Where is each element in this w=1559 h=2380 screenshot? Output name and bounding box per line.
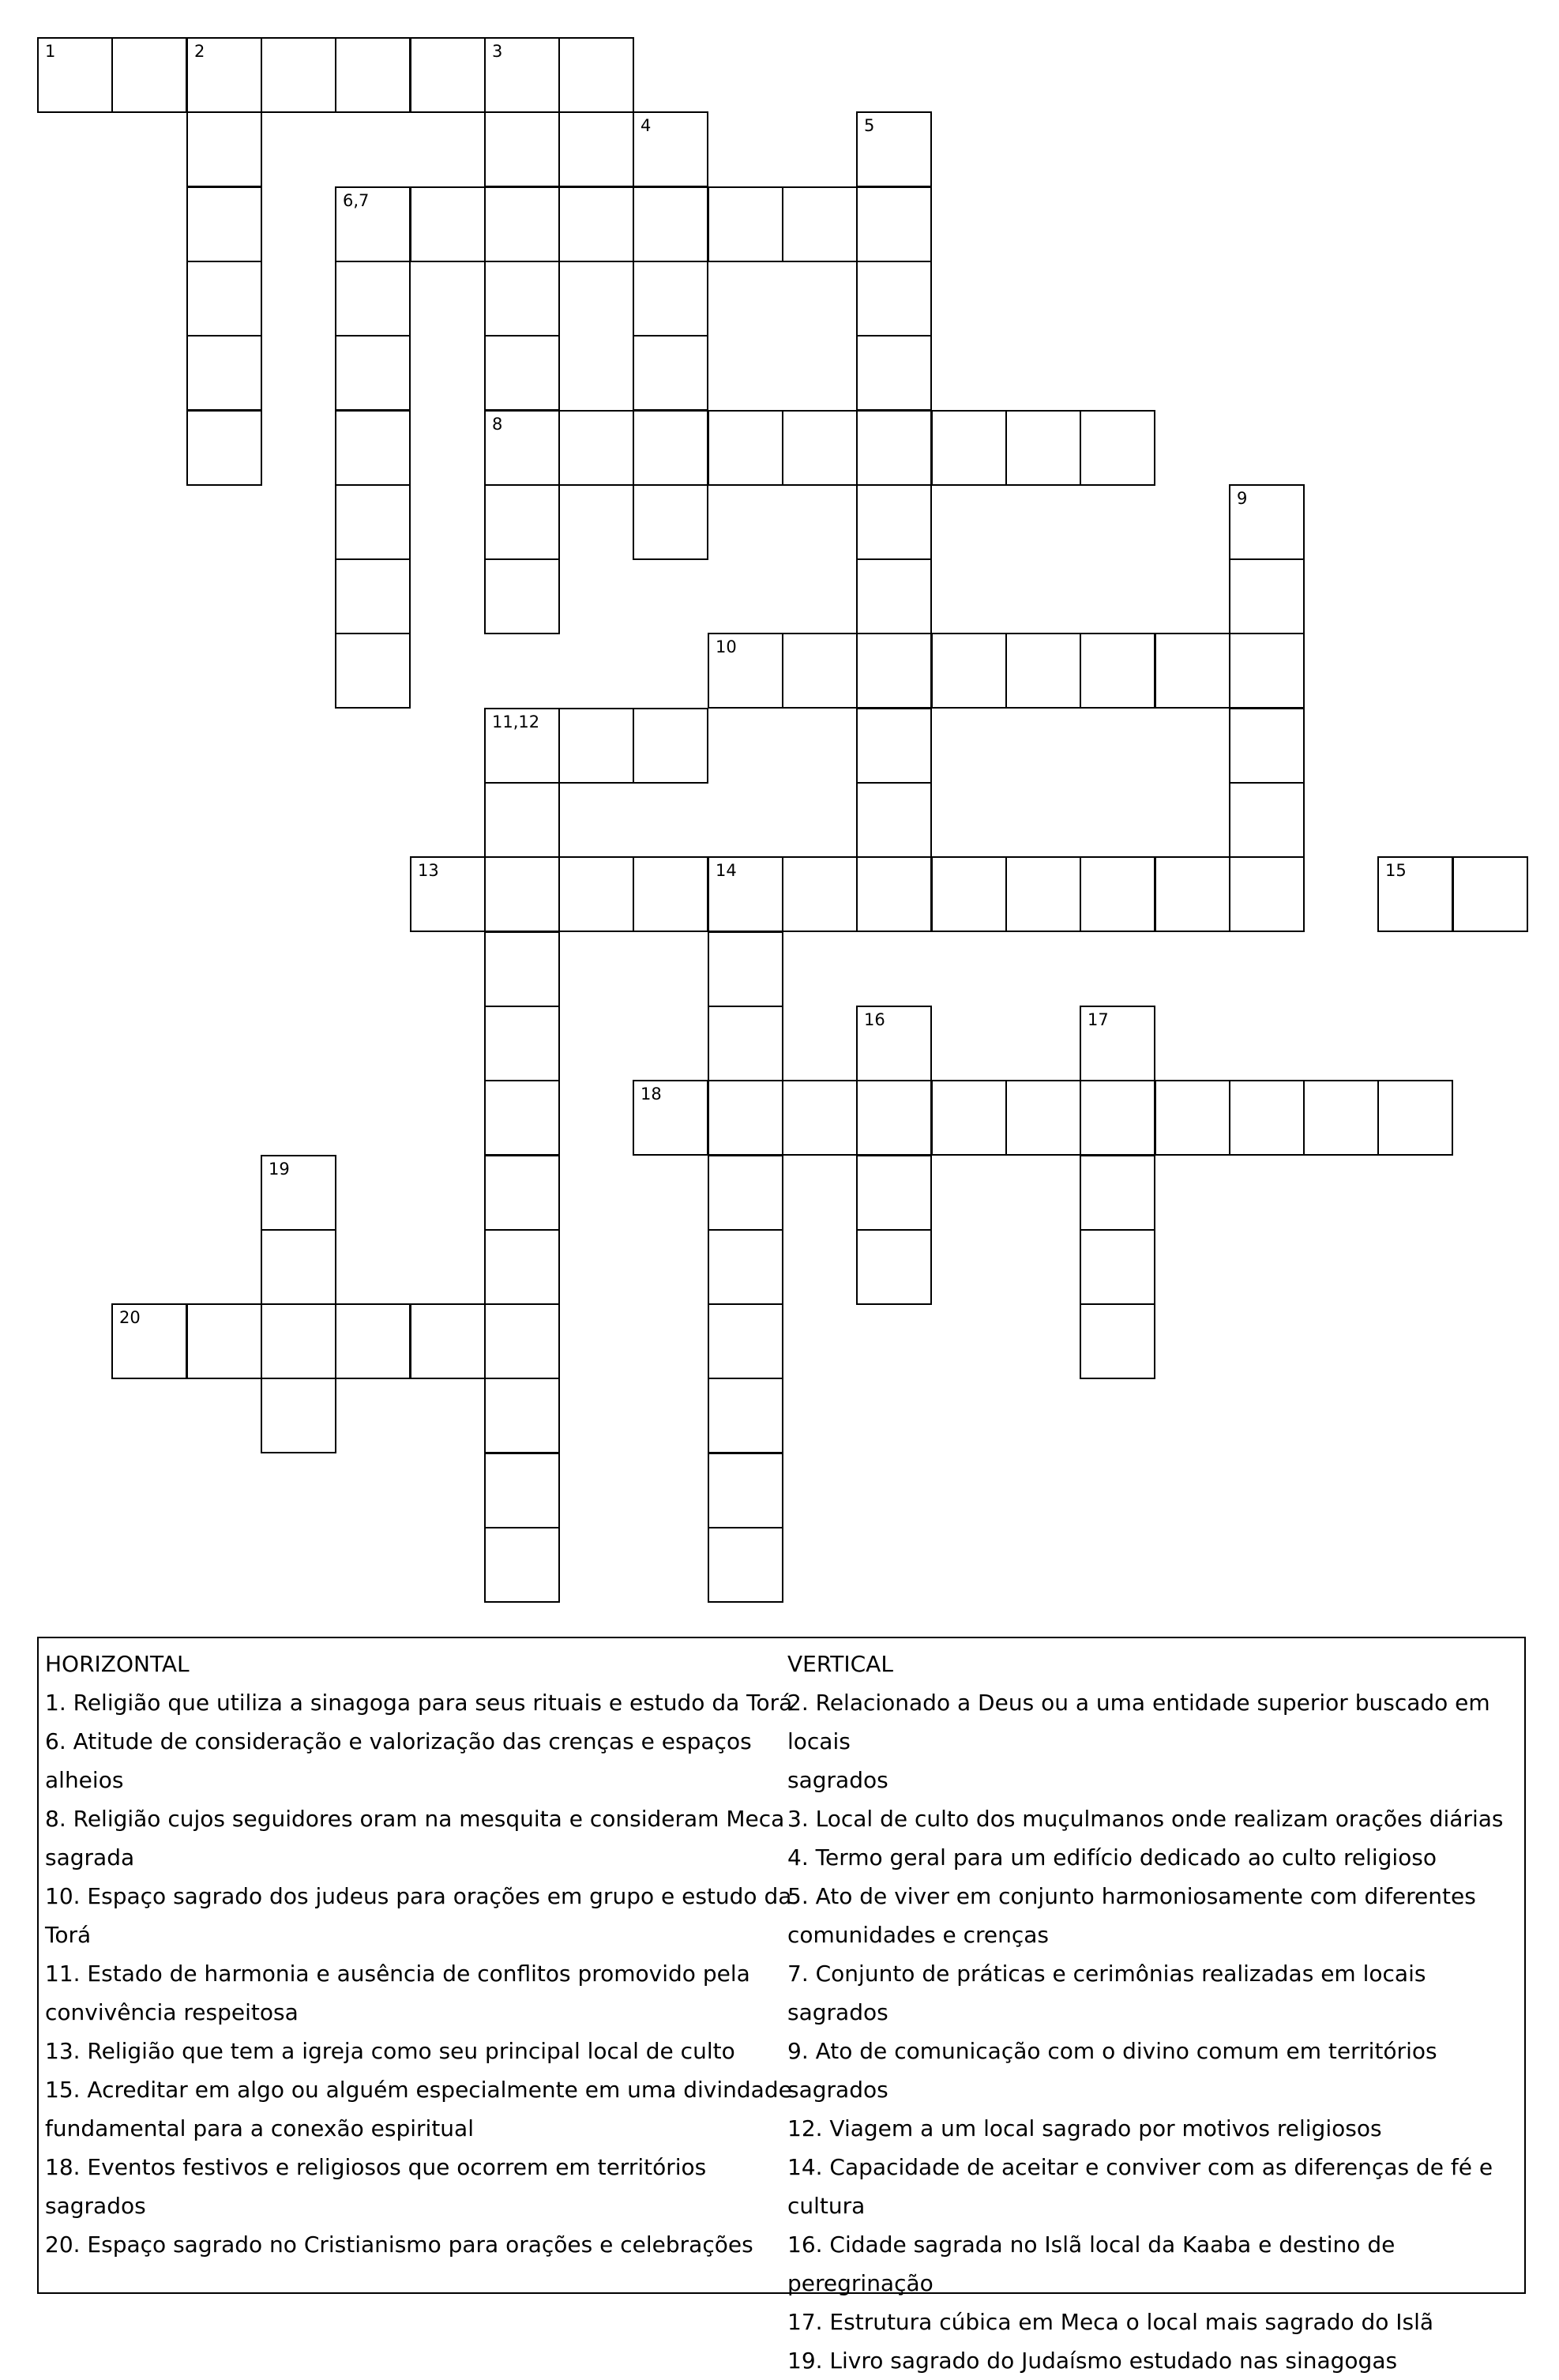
grid-cell[interactable] <box>484 1378 560 1453</box>
clue-number: 10 <box>716 637 737 656</box>
clue-line: 16. Cidade sagrada no Islã local da Kaaba e destino de peregrinação <box>787 2231 1396 2296</box>
grid-cell[interactable] <box>708 1453 783 1528</box>
clue-line: 11. Estado de harmonia e ausência de conflitos promovido pela <box>45 1961 750 1987</box>
vertical-clues <box>787 1645 1522 2380</box>
grid-cell[interactable] <box>708 931 783 1007</box>
grid-cell[interactable] <box>931 856 1007 932</box>
horizontal-heading: HORIZONTAL <box>45 1651 190 1677</box>
grid-cell[interactable] <box>856 856 932 932</box>
grid-cell[interactable] <box>261 1378 336 1453</box>
clue-number: 4 <box>641 116 652 135</box>
grid-cell[interactable] <box>1229 558 1305 634</box>
grid-cell[interactable] <box>782 856 858 932</box>
grid-cell[interactable] <box>558 856 634 932</box>
clue-line: Torá <box>45 1922 92 1948</box>
grid-cell[interactable] <box>558 111 634 187</box>
clues-box <box>37 1637 1526 2374</box>
clue-line: 8. Religião cujos seguidores oram na mesquita e consideram Meca <box>45 1806 785 1832</box>
clue-line: 3. Local de culto dos muçulmanos onde realizam orações diárias <box>787 1806 1504 1832</box>
grid-cell[interactable] <box>335 1303 411 1379</box>
grid-cell[interactable] <box>708 856 783 932</box>
grid-cell[interactable] <box>1080 1229 1155 1305</box>
grid-cell[interactable] <box>931 1080 1007 1156</box>
grid-cell[interactable] <box>782 633 858 709</box>
grid-cell[interactable] <box>484 111 560 187</box>
grid-cell[interactable] <box>111 1303 187 1379</box>
clue-line: 6. Atitude de consideração e valorização das crenças e espaços <box>45 1728 752 1754</box>
grid-cell[interactable] <box>484 931 560 1007</box>
grid-cell[interactable] <box>484 1303 560 1379</box>
clue-number: 20 <box>119 1308 141 1327</box>
grid-cell[interactable] <box>856 633 932 709</box>
clue-number: 3 <box>492 42 503 61</box>
clue-line: cultura <box>787 2193 866 2219</box>
grid-cell[interactable] <box>484 1229 560 1305</box>
clue-number: 1 <box>45 42 56 61</box>
grid-cell[interactable] <box>1155 856 1230 932</box>
clue-number: 6,7 <box>343 191 370 210</box>
grid-cell[interactable] <box>558 708 634 784</box>
grid-cell[interactable] <box>484 37 560 113</box>
grid-cell[interactable] <box>410 1303 486 1379</box>
grid-cell[interactable] <box>1080 410 1155 486</box>
grid-cell[interactable] <box>335 484 411 560</box>
grid-cell[interactable] <box>1005 410 1081 486</box>
grid-cell[interactable] <box>931 633 1007 709</box>
clue-line: 12. Viagem a um local sagrado por motivos religiosos <box>787 2115 1382 2141</box>
grid-cell[interactable] <box>708 1378 783 1453</box>
grid-cell[interactable] <box>1377 1080 1453 1156</box>
clue-line: fundamental para a conexão espiritual <box>45 2115 474 2141</box>
clue-line: 4. Termo geral para um edifício dedicado ao culto religioso <box>787 1844 1437 1871</box>
clue-number: 13 <box>418 861 439 880</box>
grid-cell[interactable] <box>856 186 932 262</box>
grid-cell[interactable] <box>856 558 932 634</box>
grid-cell[interactable] <box>708 410 783 486</box>
grid-cell[interactable] <box>856 708 932 784</box>
grid-cell[interactable] <box>186 186 262 262</box>
clue-number: 16 <box>864 1010 885 1029</box>
grid-cell[interactable] <box>856 1229 932 1305</box>
grid-cell[interactable] <box>931 410 1007 486</box>
grid-cell[interactable] <box>856 261 932 337</box>
grid-cell[interactable] <box>484 335 560 411</box>
grid-cell[interactable] <box>708 1229 783 1305</box>
grid-cell[interactable] <box>633 261 708 337</box>
grid-cell[interactable] <box>261 1229 336 1305</box>
grid-cell[interactable] <box>1080 1303 1155 1379</box>
clue-line: 10. Espaço sagrado dos judeus para orações em grupo e estudo da <box>45 1883 792 1909</box>
grid-cell[interactable] <box>708 633 783 709</box>
grid-cell[interactable] <box>186 1303 262 1379</box>
grid-cell[interactable] <box>484 1527 560 1603</box>
grid-cell[interactable] <box>1229 633 1305 709</box>
grid-cell[interactable] <box>1005 1080 1081 1156</box>
clue-line: sagrados <box>45 2193 146 2219</box>
grid-cell[interactable] <box>335 261 411 337</box>
grid-cell[interactable] <box>1229 1080 1305 1156</box>
grid-cell[interactable] <box>708 1303 783 1379</box>
grid-cell[interactable] <box>410 856 486 932</box>
grid-cell[interactable] <box>856 1080 932 1156</box>
grid-cell[interactable] <box>856 410 932 486</box>
grid-cell[interactable] <box>484 186 560 262</box>
clue-number: 14 <box>716 861 737 880</box>
grid-cell[interactable] <box>708 1527 783 1603</box>
grid-cell[interactable] <box>856 335 932 411</box>
clue-line: 1. Religião que utiliza a sinagoga para seus rituais e estudo da Torá <box>45 1690 793 1716</box>
grid-cell[interactable] <box>484 484 560 560</box>
clue-number: 11,12 <box>492 712 540 731</box>
grid-cell[interactable] <box>335 410 411 486</box>
clue-number: 9 <box>1237 489 1248 508</box>
clue-number: 8 <box>492 415 503 434</box>
grid-cell[interactable] <box>1303 1080 1379 1156</box>
clue-number: 5 <box>864 116 875 135</box>
clue-number: 19 <box>269 1160 290 1179</box>
grid-cell[interactable] <box>856 1006 932 1081</box>
grid-cell[interactable] <box>558 37 634 113</box>
clue-line: 5. Ato de viver em conjunto harmoniosamente com diferentes <box>787 1883 1476 1909</box>
grid-cell[interactable] <box>782 1080 858 1156</box>
grid-cell[interactable] <box>335 37 411 113</box>
grid-cell[interactable] <box>633 1080 708 1156</box>
clue-line: sagrados <box>787 1767 888 1793</box>
grid-cell[interactable] <box>1080 1155 1155 1231</box>
clue-number: 2 <box>194 42 205 61</box>
grid-cell[interactable] <box>708 186 783 262</box>
grid-cell[interactable] <box>708 1080 783 1156</box>
grid-cell[interactable] <box>633 111 708 187</box>
clue-number: 15 <box>1385 861 1407 880</box>
grid-cell[interactable] <box>484 708 560 784</box>
grid-cell[interactable] <box>186 410 262 486</box>
grid-cell[interactable] <box>1005 633 1081 709</box>
clue-line: convivência respeitosa <box>45 1999 299 2025</box>
grid-cell[interactable] <box>335 335 411 411</box>
clue-line: 20. Espaço sagrado no Cristianismo para orações e celebrações <box>45 2231 753 2258</box>
grid-cell[interactable] <box>484 261 560 337</box>
grid-cell[interactable] <box>633 186 708 262</box>
grid-cell[interactable] <box>558 186 634 262</box>
grid-cell[interactable] <box>186 37 262 113</box>
grid-cell[interactable] <box>558 410 634 486</box>
grid-cell[interactable] <box>484 1080 560 1156</box>
grid-cell[interactable] <box>1005 856 1081 932</box>
grid-cell[interactable] <box>633 708 708 784</box>
grid-cell[interactable] <box>1080 1080 1155 1156</box>
grid-cell[interactable] <box>633 856 708 932</box>
grid-cell[interactable] <box>1452 856 1528 932</box>
clue-line: 15. Acreditar em algo ou alguém especialmente em uma divindade <box>45 2077 792 2103</box>
grid-cell[interactable] <box>484 1453 560 1528</box>
grid-cell[interactable] <box>484 1155 560 1231</box>
clue-number: 18 <box>641 1085 662 1104</box>
vertical-heading: VERTICAL <box>787 1651 893 1677</box>
grid-cell[interactable] <box>1229 708 1305 784</box>
grid-cell[interactable] <box>633 484 708 560</box>
grid-cell[interactable] <box>856 782 932 858</box>
grid-cell[interactable] <box>1229 856 1305 932</box>
grid-cell[interactable] <box>1080 856 1155 932</box>
grid-cell[interactable] <box>782 186 858 262</box>
clue-line: 9. Ato de comunicação com o divino comum em territórios sagrados <box>787 2038 1437 2103</box>
grid-cell[interactable] <box>261 1155 336 1231</box>
grid-cell[interactable] <box>410 186 486 262</box>
grid-cell[interactable] <box>484 782 560 858</box>
grid-cell[interactable] <box>1080 633 1155 709</box>
clue-line: 14. Capacidade de aceitar e conviver com as diferenças de fé e <box>787 2154 1493 2180</box>
grid-cell[interactable] <box>708 1155 783 1231</box>
grid-cell[interactable] <box>484 856 560 932</box>
clue-line: sagrada <box>45 1844 135 1871</box>
grid-cell[interactable] <box>1377 856 1453 932</box>
clue-line: 19. Livro sagrado do Judaísmo estudado nas sinagogas <box>787 2348 1398 2374</box>
grid-cell[interactable] <box>708 1006 783 1081</box>
grid-cell[interactable] <box>1155 633 1230 709</box>
grid-cell[interactable] <box>1155 1080 1230 1156</box>
clue-line: 13. Religião que tem a igreja como seu principal local de culto <box>45 2038 735 2064</box>
grid-cell[interactable] <box>1229 484 1305 560</box>
grid-cell[interactable] <box>111 37 187 113</box>
clue-line: comunidades e crenças <box>787 1922 1050 1948</box>
clue-line: 18. Eventos festivos e religiosos que ocorrem em territórios <box>45 2154 707 2180</box>
grid-cell[interactable] <box>335 558 411 634</box>
clue-line: 7. Conjunto de práticas e cerimônias realizadas em locais sagrados <box>787 1961 1426 2025</box>
grid-cell[interactable] <box>633 335 708 411</box>
grid-cell[interactable] <box>782 410 858 486</box>
grid-cell[interactable] <box>410 37 486 113</box>
grid-cell[interactable] <box>856 111 932 187</box>
grid-cell[interactable] <box>856 484 932 560</box>
grid-cell[interactable] <box>856 1155 932 1231</box>
grid-cell[interactable] <box>633 410 708 486</box>
clue-number: 17 <box>1088 1010 1109 1029</box>
clue-line: 2. Relacionado a Deus ou a uma entidade superior buscado em locais <box>787 1690 1490 1754</box>
grid-cell[interactable] <box>335 186 411 262</box>
grid-cell[interactable] <box>261 1303 336 1379</box>
grid-cell[interactable] <box>484 410 560 486</box>
grid-cell[interactable] <box>335 633 411 709</box>
grid-cell[interactable] <box>37 37 113 113</box>
grid-cell[interactable] <box>484 558 560 634</box>
clue-line: alheios <box>45 1767 124 1793</box>
grid-cell[interactable] <box>484 1006 560 1081</box>
horizontal-clues <box>45 1645 795 2264</box>
clue-line: 17. Estrutura cúbica em Meca o local mais sagrado do Islã <box>787 2309 1434 2335</box>
grid-cell[interactable] <box>186 261 262 337</box>
grid-cell[interactable] <box>186 335 262 411</box>
grid-cell[interactable] <box>261 37 336 113</box>
grid-cell[interactable] <box>186 111 262 187</box>
grid-cell[interactable] <box>1080 1006 1155 1081</box>
grid-cell[interactable] <box>1229 782 1305 858</box>
